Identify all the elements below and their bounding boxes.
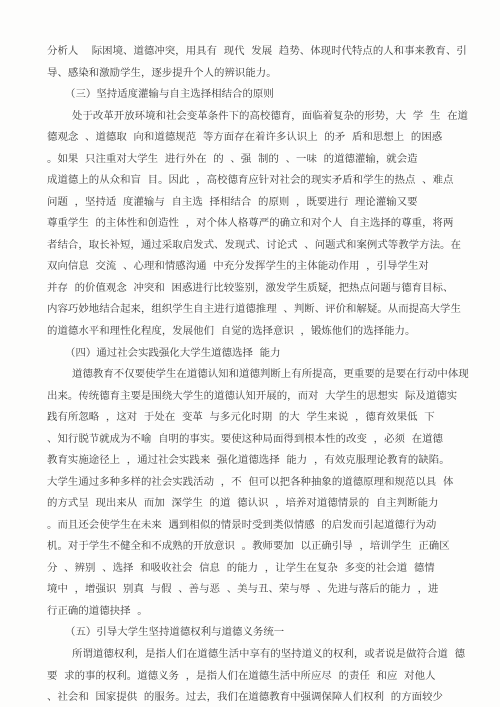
text-line: 尊重学生 的主体性和创造性 ，对个体人格尊严的确立和对个人 自主选择的尊重，将两 [47,217,454,230]
text-line: 大学生通过多种多样的社会实践活动 ，不 但可以把各种抽象的道德原理和规范以具 体 [47,475,454,488]
text-line: 、知行脱节就成为不喻 自明的事实。要使这种局面得到根本性的改变 ，必须 在道德 [47,432,443,445]
text-line: 成道德上的从众和盲 目。因此 ，高校德育应针对社会的现实矛盾和学生的热点 、难点 [47,174,454,187]
section-heading: （四）通过社会实践强化大学生道德选择 能力 [65,346,281,359]
text-line: 、社会和 国家提供 的服务。过去，我们在道德教育中强调保障人们权利 的方面较少 [47,691,443,703]
text-line: 。而且还会使学生在未来 遇到相似的情景时受到类似情感 的启发而引起道德行为动 [47,518,437,531]
text-line: 。如果 只注重对大学生 进行外在 的 、强 制的 、一味 的道德灌输，就会造 [47,152,418,165]
text-line: 内容巧妙地结合起来，组织学生自主进行道德推理 、判断、评价和解疑。从而提高大学生 [47,303,461,316]
text-line: 行正确的道德抉择 。 [47,604,148,617]
text-line: 境中 ，增强识 别真 与假 、善与恶 、美与丑、荣与辱 、先进与落后的能力 ，进 [47,583,439,596]
text-line: 要 求的事的权利。道德义务 ，是指人们在道德生活中所应尽 的责任 和应 对他人 [47,669,436,682]
text-line: 并存 的价值观念 冲突和 困惑进行比较鉴别，激发学生质疑，把热点问题与德育目标、 [47,281,454,294]
text-line: 道德教育不仅要使学生在道德认知和道德判断上有所提高，更重要的是要在行动中体现 [72,368,469,380]
text-line: 德观念 、道德取 向和道德规范 等方面存在着许多认识上 的矛 盾和思想上 的困惑 [47,131,443,144]
text-line: 教育实施途径上 ，通过社会实践来 强化道德选择 能力 ，有效克服理论教育的缺陷。 [47,454,450,467]
text-line: 践有所忽略 ，这对 于处在 变革 与多元化时期 的大 学生来说 ，德育效果低 下 [47,411,435,424]
text-line: 出来。传统德育主要是围绕大学生的道德认知开展的，而对 大学生的思想实 际及道德实 [47,389,458,402]
text-line: 分析人 际困境、道德冲突，用具有 现代 发展 趋势、体现时代特点的人和事来教育、引 [47,45,467,57]
section-heading: （五）引导大学生坚持道德权利与道德义务统一 [65,626,285,639]
text-line: 机。对于学生不健全和不成熟的开放意识 。教师要加 以正确引导 ，培训学生 正确区 [47,540,450,553]
text-line: 双向信息 交流 、心理和情感沟通 中充分发挥学生的主体能动作用 ，引导学生对 [47,260,429,273]
text-line: 分 、辨别 、选择 和吸收社会 信息 的能力 ，让学生在复杂 多变的社会道 德情 [47,561,435,574]
text-line: 的道德水平和理性化程度，发展他们 自觉的选择意识 ，锻炼他们的选择能力。 [47,324,416,337]
text-line: 导、感染和激励学生，逐步提升个人的辨识能力。 [47,66,277,79]
text-line: 所谓道德权利，是指人们在道德生活中享有的坚持道义的权利，或者说是做符合道 德 [72,647,466,660]
text-line: 问题 ，坚持适 度灌输与 自主选 择相结合 的原则 ，既要进行 理论灌输又要 [47,195,418,208]
section-heading: （三）坚持适度灌输与自主选择相结合的原则 [65,88,274,101]
text-line: 者结合，取长补短，通过采取启发式、发现式、讨论式 、问题式和案例式等教学方法。在 [47,238,461,251]
text-line: 处于改革开放环境和社会变革条件下的高校德育，面临着复杂的形势，大 学 生 在道 [72,109,468,122]
text-line: 的方式呈 现出来从 而加 深学生 的道 德认识 ，培养对道德情景的 自主判断能力 [47,497,439,510]
